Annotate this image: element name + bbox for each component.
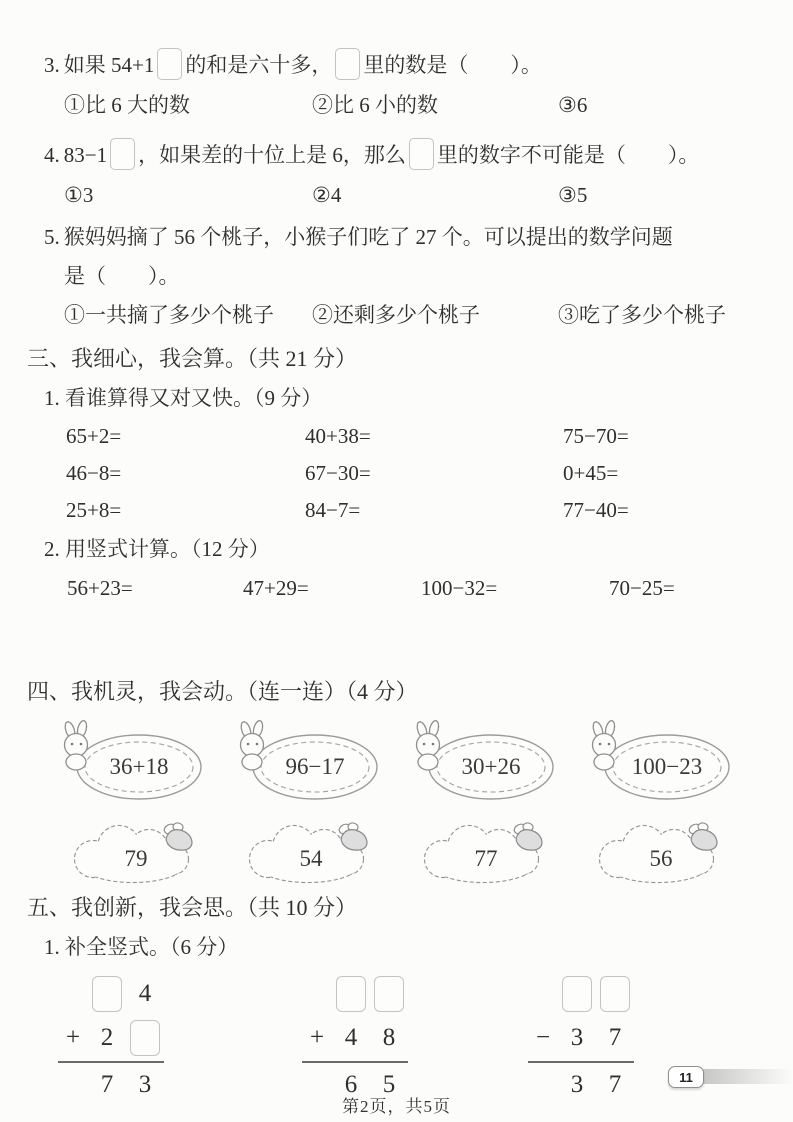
digit-cell: 5 [382,1071,396,1098]
option-1[interactable]: ①3 [64,183,94,207]
digit-box[interactable] [336,976,366,1012]
match-expression-bubble[interactable] [232,717,382,803]
equation[interactable]: 56+23= [67,576,133,600]
section-3-sub2-heading: 2. 用竖式计算。（12 分） [44,537,270,561]
fill-in-box[interactable] [157,48,182,80]
mental-math-grid [66,418,763,529]
equation-row [66,455,763,492]
digit-box[interactable] [92,976,122,1012]
rabbit-icon [239,720,264,770]
option-3[interactable]: ③5 [558,183,588,207]
empty-cell [528,971,558,1017]
fill-in-box[interactable] [335,48,360,80]
question-4-options [64,180,763,210]
page-number-badge: 11 [668,1066,704,1088]
equation[interactable]: 100−32= [421,576,498,600]
option-3[interactable]: ③6 [558,93,588,117]
question-text: 如果 54+1 [63,53,155,77]
option-2[interactable]: ②还剩多少个桃子 [312,303,480,327]
digit-box[interactable] [562,976,592,1012]
rabbit-icon [415,720,440,770]
match-expression-bubble[interactable] [56,717,206,803]
digit-cell [370,971,408,1017]
equation[interactable]: 47+29= [243,576,309,600]
rabbit-icon [63,720,88,770]
match-answer: 56 [649,846,673,871]
equation[interactable]: 40+38= [305,424,371,448]
question-text: 里的数是（ ）。 [363,53,542,77]
digit-cell: 3 [138,1071,152,1098]
digit-cell: 3 [570,1024,584,1051]
question-text: ，如果差的十位上是 6，那么 [138,143,406,167]
page-footer: 第2页，共5页 [342,1097,451,1116]
match-expressions-row [56,717,763,803]
section-3-heading: 三、我细心，我会算。（共 21 分） [27,346,358,371]
complete-vertical-calcs [58,971,763,1107]
rabbit-icon [591,720,616,770]
match-answers-row [61,821,763,887]
fill-in-box[interactable] [110,138,135,170]
option-3[interactable]: ③吃了多少个桃子 [558,303,726,327]
digit-cell [596,971,634,1017]
question-text: 猴妈妈摘了 56 个桃子，小猴子们吃了 27 个。可以提出的数学问题 [63,225,673,249]
digit-cell: 6 [344,1071,358,1098]
question-5 [44,220,763,254]
equation[interactable]: 65+2= [66,424,122,448]
question-5-line2: 是（ ）。 [64,264,180,288]
digit-box[interactable] [374,976,404,1012]
digit-cell: 7 [608,1024,622,1051]
match-expression-bubble[interactable] [584,717,734,803]
vertical-calc-3 [528,971,634,1107]
match-expression-bubble[interactable] [408,717,558,803]
question-text: 里的数字不可能是（ ）。 [436,143,700,167]
vertical-calc-2 [302,971,408,1107]
operator-cell: + [65,1024,81,1051]
match-expression: 96−17 [285,754,345,779]
digit-cell [558,971,596,1017]
question-number: 4. [44,143,60,167]
option-1[interactable]: ①一共摘了多少个桃子 [64,303,274,327]
match-answer-cloud[interactable] [61,821,211,887]
equation[interactable]: 77−40= [563,498,629,522]
digit-cell: 7 [100,1071,114,1098]
question-number: 5. [44,225,60,249]
section-5-sub1-heading: 1. 补全竖式。（6 分） [44,935,239,959]
equation[interactable]: 25+8= [66,498,122,522]
match-expression: 100−23 [631,754,703,779]
digit-cell: 4 [138,980,152,1007]
question-text: 83−1 [63,143,108,167]
digit-box[interactable] [600,976,630,1012]
digit-cell [88,971,126,1017]
digit-cell: 2 [100,1024,114,1051]
question-3-options [64,90,763,120]
match-answer-cloud[interactable] [411,821,561,887]
match-answer-cloud[interactable] [236,821,386,887]
question-5-options [64,300,763,330]
section-4-heading: 四、我机灵，我会动。（连一连）（4 分） [27,679,418,704]
digit-cell: 4 [344,1024,358,1051]
question-text: 的和是六十多， [185,53,333,77]
question-number: 3. [44,53,60,77]
equation[interactable]: 0+45= [563,461,619,485]
match-expression: 30+26 [461,754,521,779]
equation-row [66,418,763,455]
empty-cell [58,971,88,1017]
digit-cell: 7 [608,1071,622,1098]
section-5-heading: 五、我创新，我会思。（共 10 分） [27,895,358,920]
equation[interactable]: 46−8= [66,461,122,485]
match-answer: 54 [299,846,323,871]
digit-cell [332,971,370,1017]
match-expression: 36+18 [109,754,169,779]
equation[interactable]: 75−70= [563,424,629,448]
vertical-calc-1 [58,971,164,1107]
equation-row [66,492,763,529]
digit-box[interactable] [130,1020,160,1056]
match-answer: 77 [474,846,498,871]
page-badge-tail [698,1069,793,1084]
question-4 [44,136,763,174]
match-answer: 79 [124,846,148,871]
section-3-sub1-heading: 1. 看谁算得又对又快。（9 分） [44,386,323,410]
option-1[interactable]: ①比 6 大的数 [64,93,190,117]
digit-cell: 3 [570,1071,584,1098]
digit-cell [126,1017,164,1059]
fill-in-box[interactable] [409,138,434,170]
question-3 [44,46,763,84]
equation[interactable]: 84−7= [305,498,361,522]
operator-cell: + [309,1024,325,1051]
option-2[interactable]: ②比 6 小的数 [312,93,438,117]
empty-cell [302,971,332,1017]
column-method-problems [67,573,763,603]
digit-cell: 8 [382,1024,396,1051]
option-2[interactable]: ②4 [312,183,342,207]
equation[interactable]: 70−25= [609,576,675,600]
equation[interactable]: 67−30= [305,461,371,485]
operator-cell: − [535,1024,551,1051]
match-answer-cloud[interactable] [586,821,736,887]
